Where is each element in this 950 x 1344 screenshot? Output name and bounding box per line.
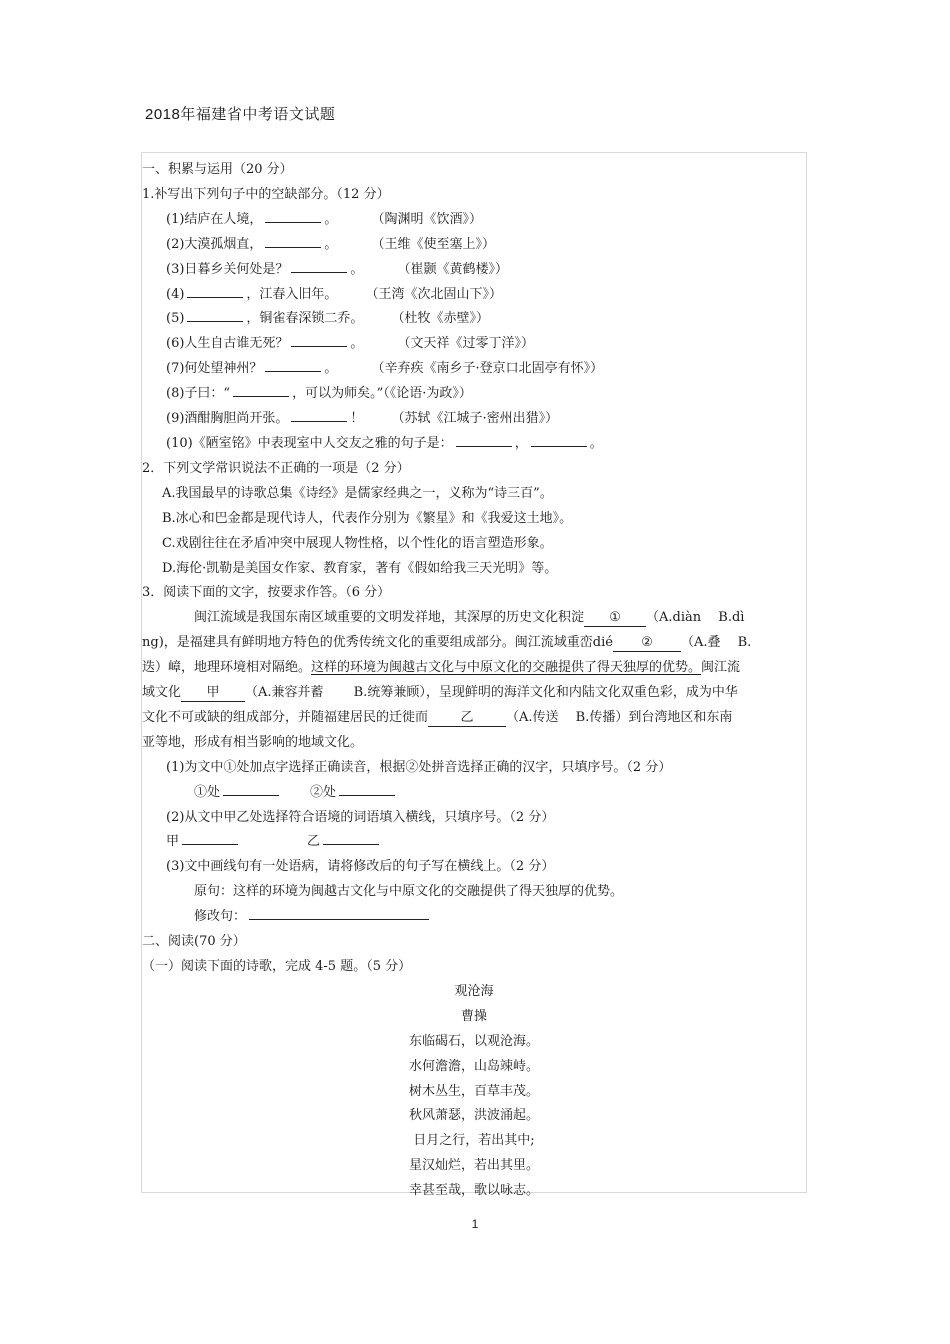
section1-heading: 一、积累与运用（20 分） — [142, 162, 293, 177]
q1-item-10: (10)《陋室铭》中表现室中人交友之雅的句子是： ， 。 — [142, 432, 806, 457]
answer-blank[interactable] — [182, 831, 238, 845]
document-title: 2018年福建省中考语文试题 — [145, 106, 336, 123]
q3-passage-line-2: ng)，是福建具有鲜明地方特色的优秀传统文化的重要组成部分。闽江流域重峦dié ② （A.叠 B. — [142, 635, 752, 651]
q1-item-3: (3)日暮乡关何处是？ 。 （崔颢《黄鹤楼》） — [142, 258, 806, 283]
section2-part1: （一）阅读下面的诗歌，完成 4-5 题。（5 分） — [142, 959, 412, 974]
q3-sub1: (1)为文中①处加点字选择正确读音，根据②处拼音选择正确的汉字，只填序号。（2 分） — [166, 759, 672, 775]
mark-blank-2[interactable]: ② — [613, 635, 681, 652]
q1-item-9: (9)酒酣胸胆尚开张。 ！ （苏轼《江城子·密州出猎》） — [142, 407, 806, 432]
poem-author: 曹操 — [460, 1008, 487, 1024]
poem-line: 秋风萧瑟，洪波涌起。 — [408, 1108, 539, 1124]
underlined-sentence: 这样的环境为闽越古文化与中原文化的交融提供了得天独厚的优势。 — [311, 660, 702, 676]
page-number: 1 — [471, 1217, 479, 1231]
answer-blank[interactable] — [339, 782, 395, 796]
q3-passage-line-6: 亚等地，形成有相当影响的地域文化。 — [142, 734, 364, 750]
mark-blank-1[interactable]: ① — [584, 610, 646, 627]
answer-blank[interactable] — [291, 259, 347, 273]
q3-passage-line-3: 迭）嶂，地理环境相对隔绝。这样的环境为闽越古文化与中原文化的交融提供了得天独厚的优势。闽江流 — [142, 660, 741, 676]
q2-option-b[interactable]: B.冰心和巴金都是现代诗人，代表作分别为《繁星》和《我爱这土地》。 — [162, 510, 573, 526]
q1-stem: 1.补写出下列句子中的空缺部分。（12 分） — [142, 186, 390, 202]
q2-stem: 2．下列文学常识说法不正确的一项是（2 分） — [142, 460, 410, 476]
q1-item-1: (1)结庐在人境， 。 （陶渊明《饮酒》） — [142, 208, 806, 233]
q3-sub1-answers: ①处 ②处 — [142, 781, 806, 806]
q1-item-2: (2)大漠孤烟直， 。 （王维《使至塞上》） — [142, 233, 806, 258]
poem-line: 星汉灿烂，若出其里。 — [408, 1158, 539, 1174]
answer-blank[interactable] — [265, 234, 321, 248]
answer-blank[interactable] — [291, 333, 347, 347]
answer-blank[interactable] — [265, 209, 321, 223]
poem-title: 观沧海 — [454, 983, 494, 999]
answer-blank[interactable] — [187, 308, 243, 322]
answer-blank[interactable] — [531, 433, 587, 447]
exam-frame — [141, 152, 807, 1199]
poem-line: 幸甚至哉，歌以咏志。 — [408, 1183, 539, 1199]
q1-item-8: (8)子曰：“ ，可以为师矣。”（《论语·为政》） — [142, 382, 806, 407]
q2-option-d[interactable]: D.海伦·凯勒是美国女作家、教育家，著有《假如给我三天光明》等。 — [162, 560, 558, 576]
q1-item-5: (5) ，铜雀春深锁二乔。 （杜牧《赤壁》） — [142, 307, 806, 332]
exam-content — [142, 158, 806, 1204]
poem-line: 树木丛生，百草丰茂。 — [408, 1083, 539, 1099]
poem-line: 水何澹澹，山岛竦峙。 — [408, 1058, 539, 1074]
q3-revised-sentence: 修改句： — [142, 905, 806, 930]
answer-blank[interactable] — [187, 284, 243, 298]
q3-original-sentence: 原句：这样的环境为闽越古文化与中原文化的交融提供了得天独厚的优势。 — [194, 884, 624, 900]
answer-blank[interactable] — [223, 782, 279, 796]
q1-item-4: (4) ，江春入旧年。 （王湾《次北固山下》） — [142, 283, 806, 308]
answer-blank[interactable] — [291, 408, 347, 422]
q2-option-a[interactable]: A.我国最早的诗歌总集《诗经》是儒家经典之一，义称为“诗三百”。 — [162, 485, 553, 501]
mark-blank-jia[interactable]: 甲 — [181, 685, 245, 702]
q3-passage-line-1: 闽江流域是我国东南区域重要的文明发祥地，其深厚的历史文化积淀 ① （A.diàn B.dì — [194, 610, 745, 626]
q3-sub2-answers: 甲 乙 — [142, 830, 806, 855]
poem-line: 日月之行，若出其中; — [413, 1133, 535, 1149]
answer-blank[interactable] — [265, 358, 321, 372]
q3-stem: 3．阅读下面的文字，按要求作答。（6 分） — [142, 585, 391, 601]
answer-blank[interactable] — [456, 433, 512, 447]
q3-passage-line-4: 域文化 甲 （A.兼容并蓄 B.统筹兼顾），呈现鲜明的海洋文化和内陆文化双重色彩，成为中华 — [142, 685, 738, 701]
q2-option-c[interactable]: C.戏剧往往在矛盾冲突中展现人物性格，以个性化的语言塑造形象。 — [162, 535, 553, 551]
poem-line: 东临碣石，以观沧海。 — [408, 1033, 539, 1049]
q1-item-6: (6)人生自古谁无死？ 。 （文天祥《过零丁洋》） — [142, 332, 806, 357]
q3-passage-line-5: 文化不可或缺的组成部分，并随福建居民的迁徙而 乙 （A.传送 B.传播）到台湾地区和东南 — [142, 709, 733, 725]
answer-blank[interactable] — [323, 831, 379, 845]
mark-blank-yi[interactable]: 乙 — [428, 710, 506, 727]
answer-blank[interactable] — [233, 383, 289, 397]
q3-sub2: (2)从文中甲乙处选择符合语境的词语填入横线，只填序号。（2 分） — [166, 809, 555, 825]
answer-blank[interactable] — [249, 906, 429, 920]
q3-sub3: (3)文中画线句有一处语病，请将修改后的句子写在横线上。（2 分） — [166, 859, 555, 875]
q1-item-7: (7)何处望神州？ 。 （辛弃疾《南乡子·登京口北固亭有怀》） — [142, 357, 806, 382]
section2-heading: 二、阅读(70 分） — [142, 934, 246, 950]
